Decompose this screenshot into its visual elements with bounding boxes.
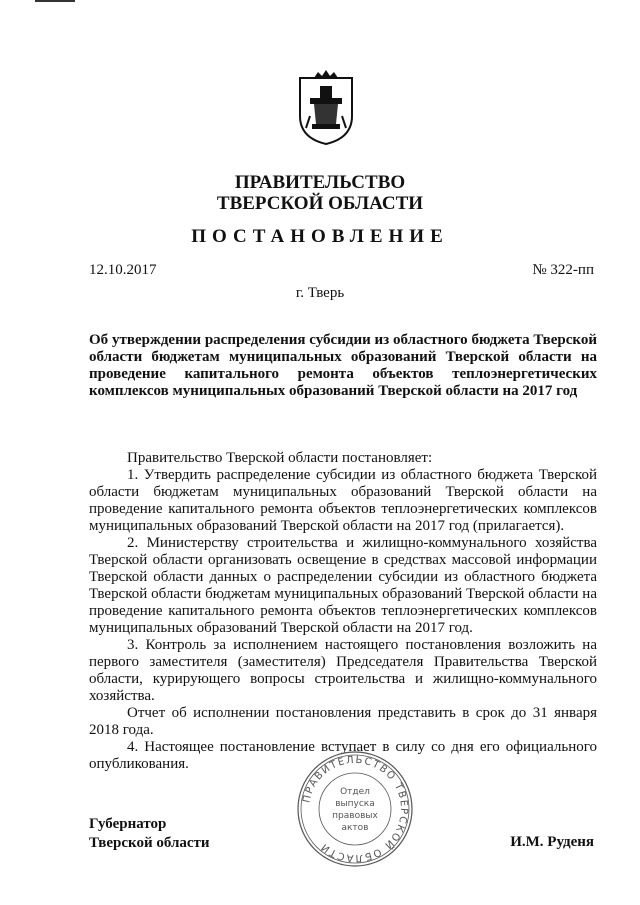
stamp-center-line1: Отдел [340, 787, 370, 797]
government-name-line1: ПРАВИТЕЛЬСТВО [234, 172, 406, 193]
document-city: г. Тверь [295, 285, 345, 301]
body-paragraph-3: 3. Контроль за исполнением настоящего постановления возложить на первого заместителя (заместителя) Председателя Правительства Тверской области, курирующего вопросы строительства и жилищно-коммунального хозяйства. [89, 637, 597, 704]
document-type: ПОСТАНОВЛЕНИЕ [191, 226, 449, 247]
signatory-position-line1: Губернатор [89, 816, 167, 832]
coat-of-arms-icon [296, 68, 356, 146]
body-intro: Правительство Тверской области постановляет: [127, 450, 433, 466]
body-paragraph-2: 2. Министерству строительства и жилищно-коммунального хозяйства Тверской области организовать освещение в средствах массовой информации Тверской области данных о распределении субсидии из областного бюджета Тверской области бюджетам муниципальных образований Тверской области на проведение капитального ремонта объектов теплоэнергетических комплексов муниципальных образований Тверской области на 2017 год. [89, 535, 597, 636]
document-body [89, 450, 597, 773]
stamp-center-line2: выпуска [335, 799, 375, 809]
signatory-position-line2: Тверской области [89, 835, 210, 851]
body-paragraph-4: 4. Настоящее постановление вступает в силу со дня его официального опубликования. [89, 739, 597, 772]
stamp-ring-text: ПРАВИТЕЛЬСТВО ТВЕРСКОЙ ОБЛАСТИ [301, 754, 410, 864]
signatory-name: И.М. Руденя [510, 834, 594, 850]
government-name-line2: ТВЕРСКОЙ ОБЛАСТИ [216, 193, 424, 214]
body-paragraph-1: 1. Утвердить распределение субсидии из областного бюджета Тверской области бюджетам муниципальных образований Тверской области на проведение капитального ремонта объектов теплоэнергетических комплексов муниципальных образований Тверской области на 2017 год (прилагается). [89, 467, 597, 534]
scan-mark [35, 0, 75, 2]
official-stamp [296, 750, 414, 868]
document-date: 12.10.2017 [89, 262, 157, 278]
body-paragraph-3b: Отчет об исполнении постановления представить в срок до 31 января 2018 года. [89, 705, 597, 738]
document-title: Об утверждении распределения субсидии из областного бюджета Тверской области бюджетам муниципальных образований Тверской области на проведение капитального ремонта объектов теплоэнергетических комплексов муниципальных образований Тверской области на 2017 год [89, 332, 597, 399]
signatory-position [89, 815, 210, 853]
stamp-center-line4: актов [341, 823, 369, 833]
document-number: № 322-пп [532, 262, 594, 278]
stamp-center-line3: правовых [332, 811, 378, 821]
